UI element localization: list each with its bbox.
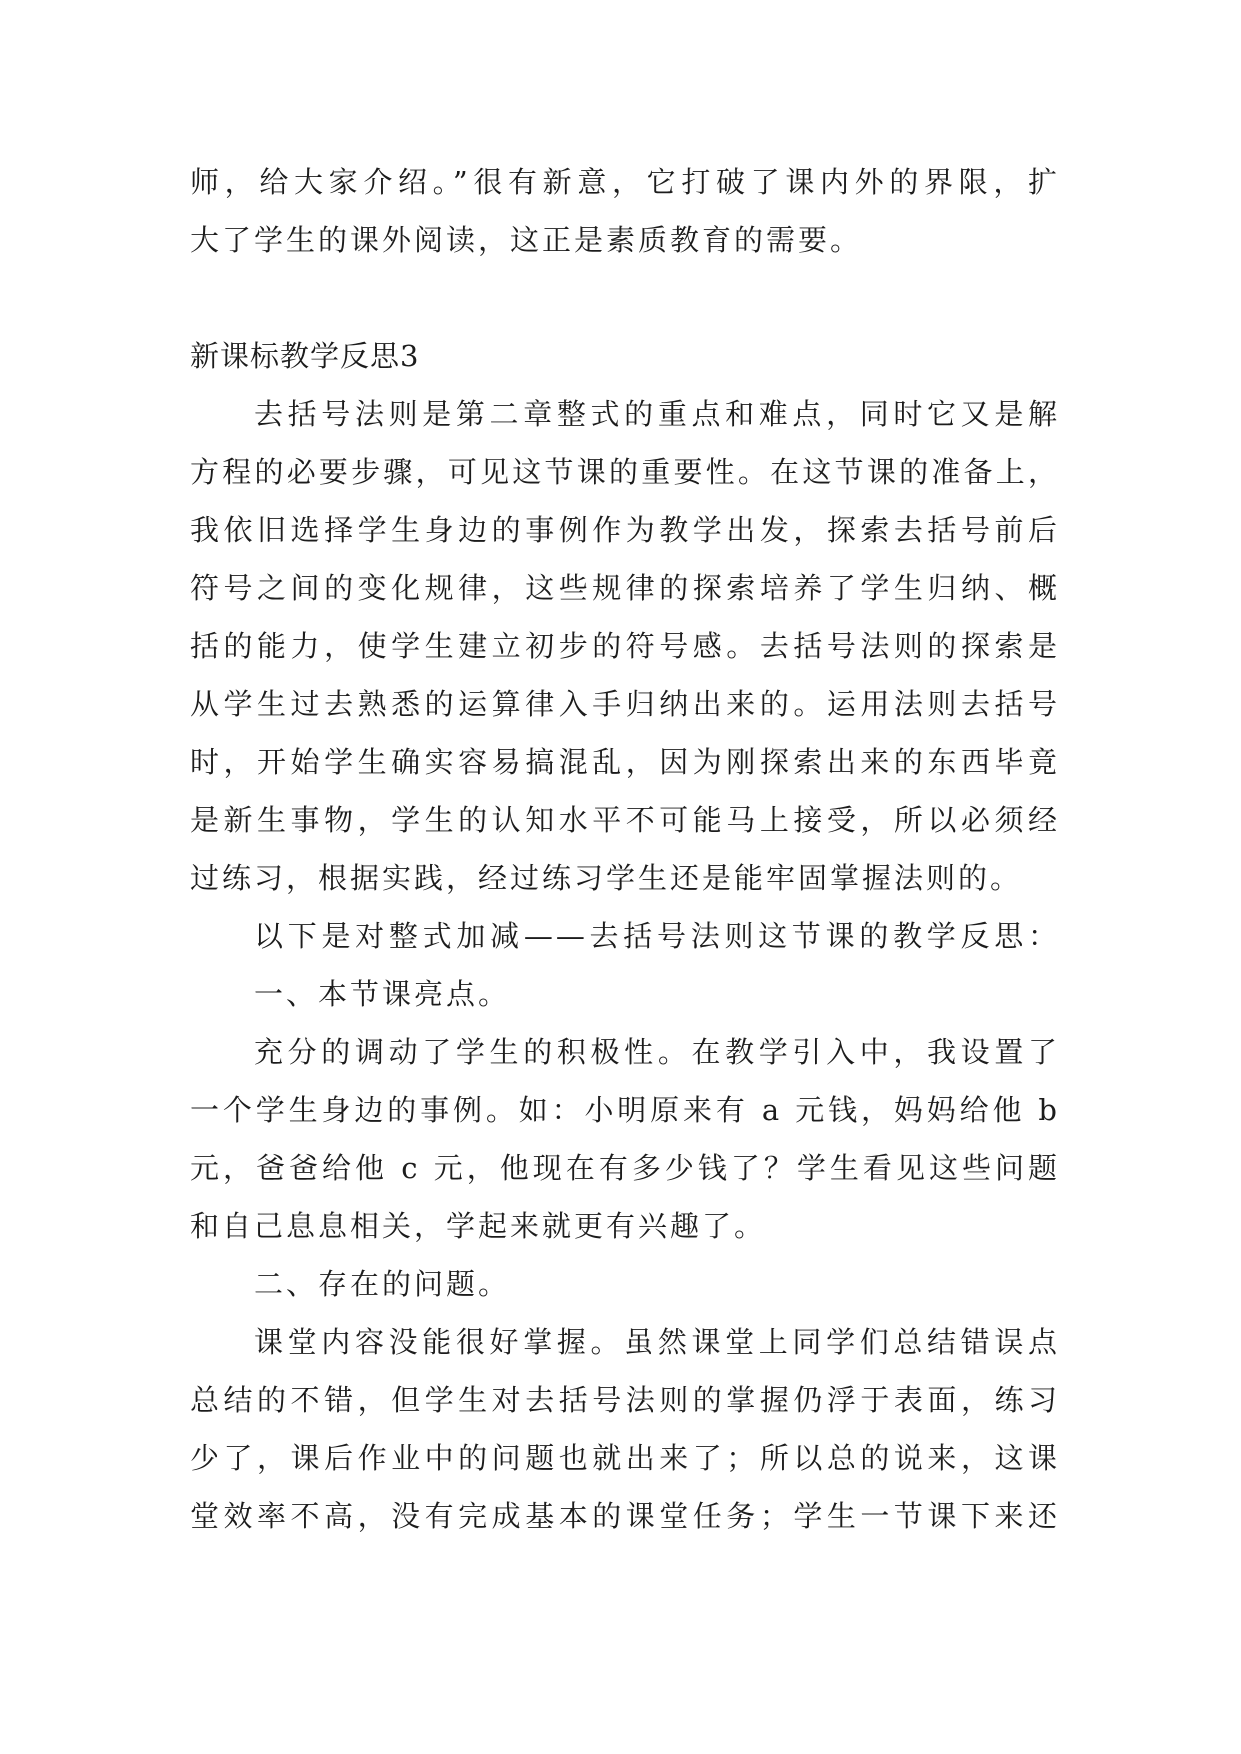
text-line: 时，开始学生确实容易搞混乱，因为刚探索出来的东西毕竟	[190, 745, 1060, 779]
text-line: 师，给大家介绍。”很有新意，它打破了课内外的界限，扩	[190, 165, 1060, 199]
text-line: 一个学生身边的事例。如：小明原来有 a 元钱，妈妈给他 b	[190, 1093, 1060, 1127]
text-line: 少了，课后作业中的问题也就出来了；所以总的说来，这课	[190, 1441, 1060, 1475]
paragraph-gap	[190, 269, 1060, 327]
text-line: 从学生过去熟悉的运算律入手归纳出来的。运用法则去括号	[190, 687, 1060, 721]
text-line: 方程的必要步骤，可见这节课的重要性。在这节课的准备上，	[190, 455, 1060, 489]
text-line: 括的能力，使学生建立初步的符号感。去括号法则的探索是	[190, 629, 1060, 663]
text-line: 去括号法则是第二章整式的重点和难点，同时它又是解	[254, 397, 1060, 431]
section-title: 新课标教学反思3	[190, 339, 420, 373]
text-line: 是新生事物，学生的认知水平不可能马上接受，所以必须经	[190, 803, 1060, 837]
subheading: 二、存在的问题。	[254, 1267, 511, 1301]
subheading: 一、本节课亮点。	[254, 977, 511, 1011]
text-line: 以下是对整式加减——去括号法则这节课的教学反思：	[254, 919, 1060, 953]
text-line: 符号之间的变化规律，这些规律的探索培养了学生归纳、概	[190, 571, 1060, 605]
text-line: 总结的不错，但学生对去括号法则的掌握仍浮于表面，练习	[190, 1383, 1060, 1417]
text-line: 我依旧选择学生身边的事例作为教学出发，探索去括号前后	[190, 513, 1060, 547]
text-line: 和自己息息相关，学起来就更有兴趣了。	[190, 1209, 767, 1243]
text-line: 元，爸爸给他 c 元，他现在有多少钱了？学生看见这些问题	[190, 1151, 1060, 1185]
text-line: 课堂内容没能很好掌握。虽然课堂上同学们总结错误点	[254, 1325, 1060, 1359]
text-line: 充分的调动了学生的积极性。在教学引入中，我设置了	[254, 1035, 1060, 1069]
text-line: 过练习，根据实践，经过练习学生还是能牢固掌握法则的。	[190, 861, 1023, 895]
text-line: 堂效率不高，没有完成基本的课堂任务；学生一节课下来还	[190, 1499, 1060, 1533]
text-line: 大了学生的课外阅读，这正是素质教育的需要。	[190, 223, 863, 257]
document-body	[190, 153, 1060, 1545]
